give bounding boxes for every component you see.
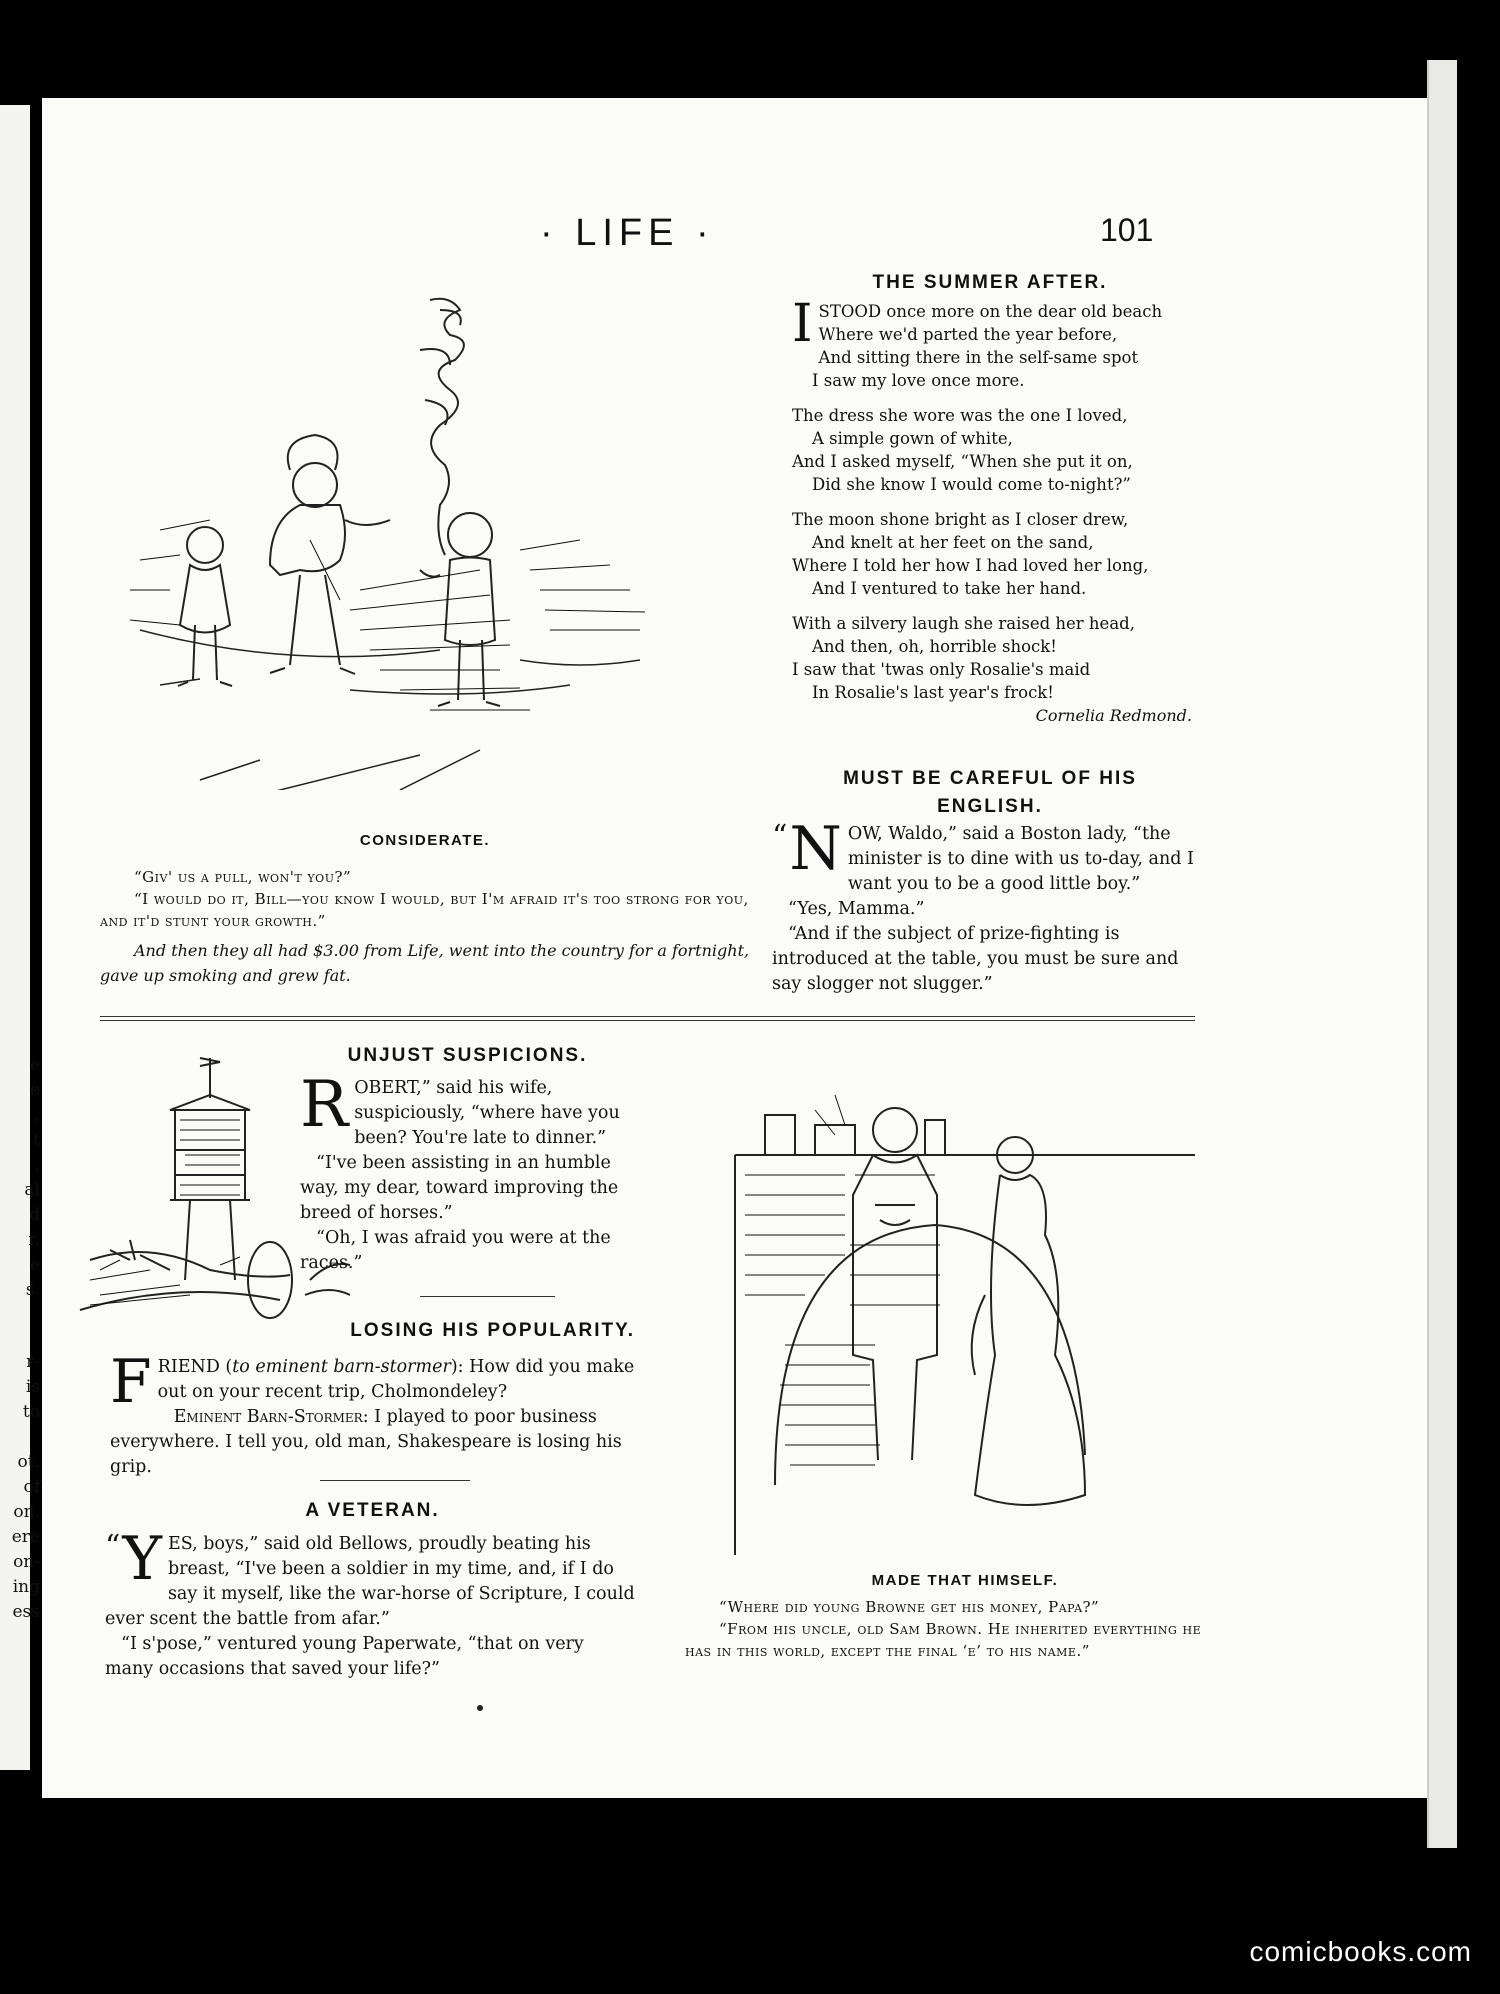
considerate-illustration [100,290,750,790]
veteran-open-quote: “ [105,1529,121,1564]
previous-page-text: ess [12,1602,40,1622]
previous-page-text: r, [28,1230,40,1250]
page-number: 101 [1100,212,1154,248]
unjust-title: UNJUST SUSPICIONS. [347,1045,588,1066]
poem-line: And sitting there in the self-same spot [818,348,1139,367]
previous-page-text: e [29,1080,40,1100]
poem-stanza [792,508,1192,600]
previous-page-text: s. [25,1280,40,1300]
end-dot [477,1705,483,1711]
previous-page-text: is [25,1377,40,1397]
popularity-dropcap: F [110,1347,152,1417]
summer-after-stanzas [792,294,1192,704]
unjust-text [300,1068,635,1276]
poem-line: With a silvery laugh she raised her head, [792,614,1135,633]
previous-page-text: on- [13,1552,40,1572]
poem-line: Where I told her how I had loved her long, [792,556,1149,575]
careful-p3: “And if the subject of prize-fighting is introduced at the table, you must be sure and say slogger not slugger.” [772,924,1179,994]
poem-stanza [792,404,1192,496]
careful-dropcap: N [789,814,842,884]
summer-after-author: Cornelia Redmond. [1035,706,1192,725]
previous-page-text: r- [26,1352,40,1372]
made-himself-illustration [725,1045,1205,1565]
previous-page-text: ere [11,1527,40,1547]
poem-line: And I asked myself, “When she put it on, [792,452,1133,471]
summer-after-dropcap: I [792,294,813,354]
short-rule-2 [320,1480,470,1481]
careful-p1: OW, Waldo,” said a Boston lady, “the minister is to dine with us to-day, and I want you to be a good little boy.” [847,824,1194,894]
previous-page-text: e [29,1055,40,1075]
considerate-line3: And then they all had $3.00 from Life, went into the country for a fortnight, gave up smoking and grew fat. [100,941,750,985]
unjust-p2: “I've been assisting in an humble way, my dear, toward improving the breed of horses.” [300,1153,619,1223]
veteran-p1: ES, boys,” said old Bellows, proudly beating his breast, “I've been a soldier in my time, and, if I do say it myself, like the war-horse of Scripture, I could ever scent the battle from afar.” [105,1534,635,1629]
popularity-p1a: RIEND ( [157,1357,233,1377]
poem-line: And knelt at her feet on the sand, [812,533,1094,552]
masthead: · LIFE · [540,212,715,254]
veteran-dropcap: Y [122,1524,162,1594]
popularity-speaker: Eminent Barn-Stormer [173,1407,363,1427]
popularity-p1-ital: to eminent barn-stormer [232,1357,451,1377]
previous-page-text: e [29,1255,40,1275]
previous-page-text: al [24,1180,40,1200]
poem-line: I saw my love once more. [812,371,1025,390]
made-himself-line1: “Where did young Browne get his money, Papa?” [719,1598,1100,1616]
poem-line: STOOD once more on the dear old beach [818,302,1163,321]
made-himself-text [685,1596,1205,1662]
unjust-p3: “Oh, I was afraid you were at the races.” [300,1228,611,1273]
previous-page-text: d [29,1205,40,1225]
unjust-dropcap: R [300,1068,349,1142]
previous-page-text: ing [12,1577,40,1597]
careful-title: MUST BE CAREFUL OF HIS ENGLISH. [843,768,1137,817]
unjust-p1: OBERT,” said his wife, suspiciously, “where have you been? You're late to dinner.” [354,1078,620,1148]
considerate-line2: “I would do it, Bill—you know I would, but I'm afraid it's too strong for you, and it'd stunt your growth.” [100,890,749,930]
made-himself-line2: “From his uncle, old Sam Brown. He inherited everything he has in this world, except the final ‘e’ to his name.” [685,1620,1202,1660]
careful-open-quote: “ [772,819,788,854]
previous-page-text: t [33,1130,40,1150]
considerate-text [100,866,750,988]
careful-text [772,814,1197,997]
previous-page-text: to [22,1402,40,1422]
poem-line: I saw that 'twas only Rosalie's maid [792,660,1091,679]
summer-after-title: THE SUMMER AFTER. [872,272,1108,293]
page-edge [1427,60,1457,1848]
considerate-caption: CONSIDERATE. [359,832,491,849]
poem-stanza [792,612,1192,704]
veteran-text [105,1524,635,1682]
previous-page-text: , [34,1105,40,1125]
popularity-title: LOSING HIS POPULARITY. [350,1320,635,1341]
popularity-p2-end: grip. [110,1457,152,1477]
poem-line: And I ventured to take her hand. [812,579,1087,598]
poem-line: In Rosalie's last year's frock! [812,683,1054,702]
popularity-text [110,1347,635,1480]
veteran-p2: “I s'pose,” ventured young Paperwate, “that on very many occasions that saved your life?” [105,1634,584,1679]
poem-stanza [792,294,1192,392]
poem-line: A simple gown of white, [812,429,1013,448]
section-divider [100,1016,1195,1021]
veteran-title: A VETERAN. [305,1500,440,1521]
careful-p2: “Yes, Mamma.” [788,899,925,919]
poem-line: The moon shone bright as I closer drew, [792,510,1129,529]
short-rule [420,1296,555,1297]
summer-after-poem [792,294,1192,725]
poem-line: Did she know I would come to-night?” [812,475,1131,494]
poem-line: Where we'd parted the year before, [818,325,1118,344]
poem-line: The dress she wore was the one I loved, [792,406,1128,425]
previous-page-text: ot. [17,1452,40,1472]
previous-page-text: on. [13,1502,40,1522]
poem-line: And then, oh, horrible shock! [812,637,1057,656]
considerate-line1: “Giv' us a pull, won't you?” [134,868,352,886]
popularity-p2: : I played to poor business everywhere. I tell you, old man, Shakespeare is losing his [110,1407,622,1452]
popularity-p1b: ): How did you make out on your recent trip, Cholmondeley? [157,1357,635,1402]
made-himself-caption: MADE THAT HIMSELF. [871,1572,1059,1589]
previous-page-text: of [23,1477,40,1497]
previous-page-text: , [34,1155,40,1175]
watermark: comicbooks.com [1249,1936,1472,1967]
